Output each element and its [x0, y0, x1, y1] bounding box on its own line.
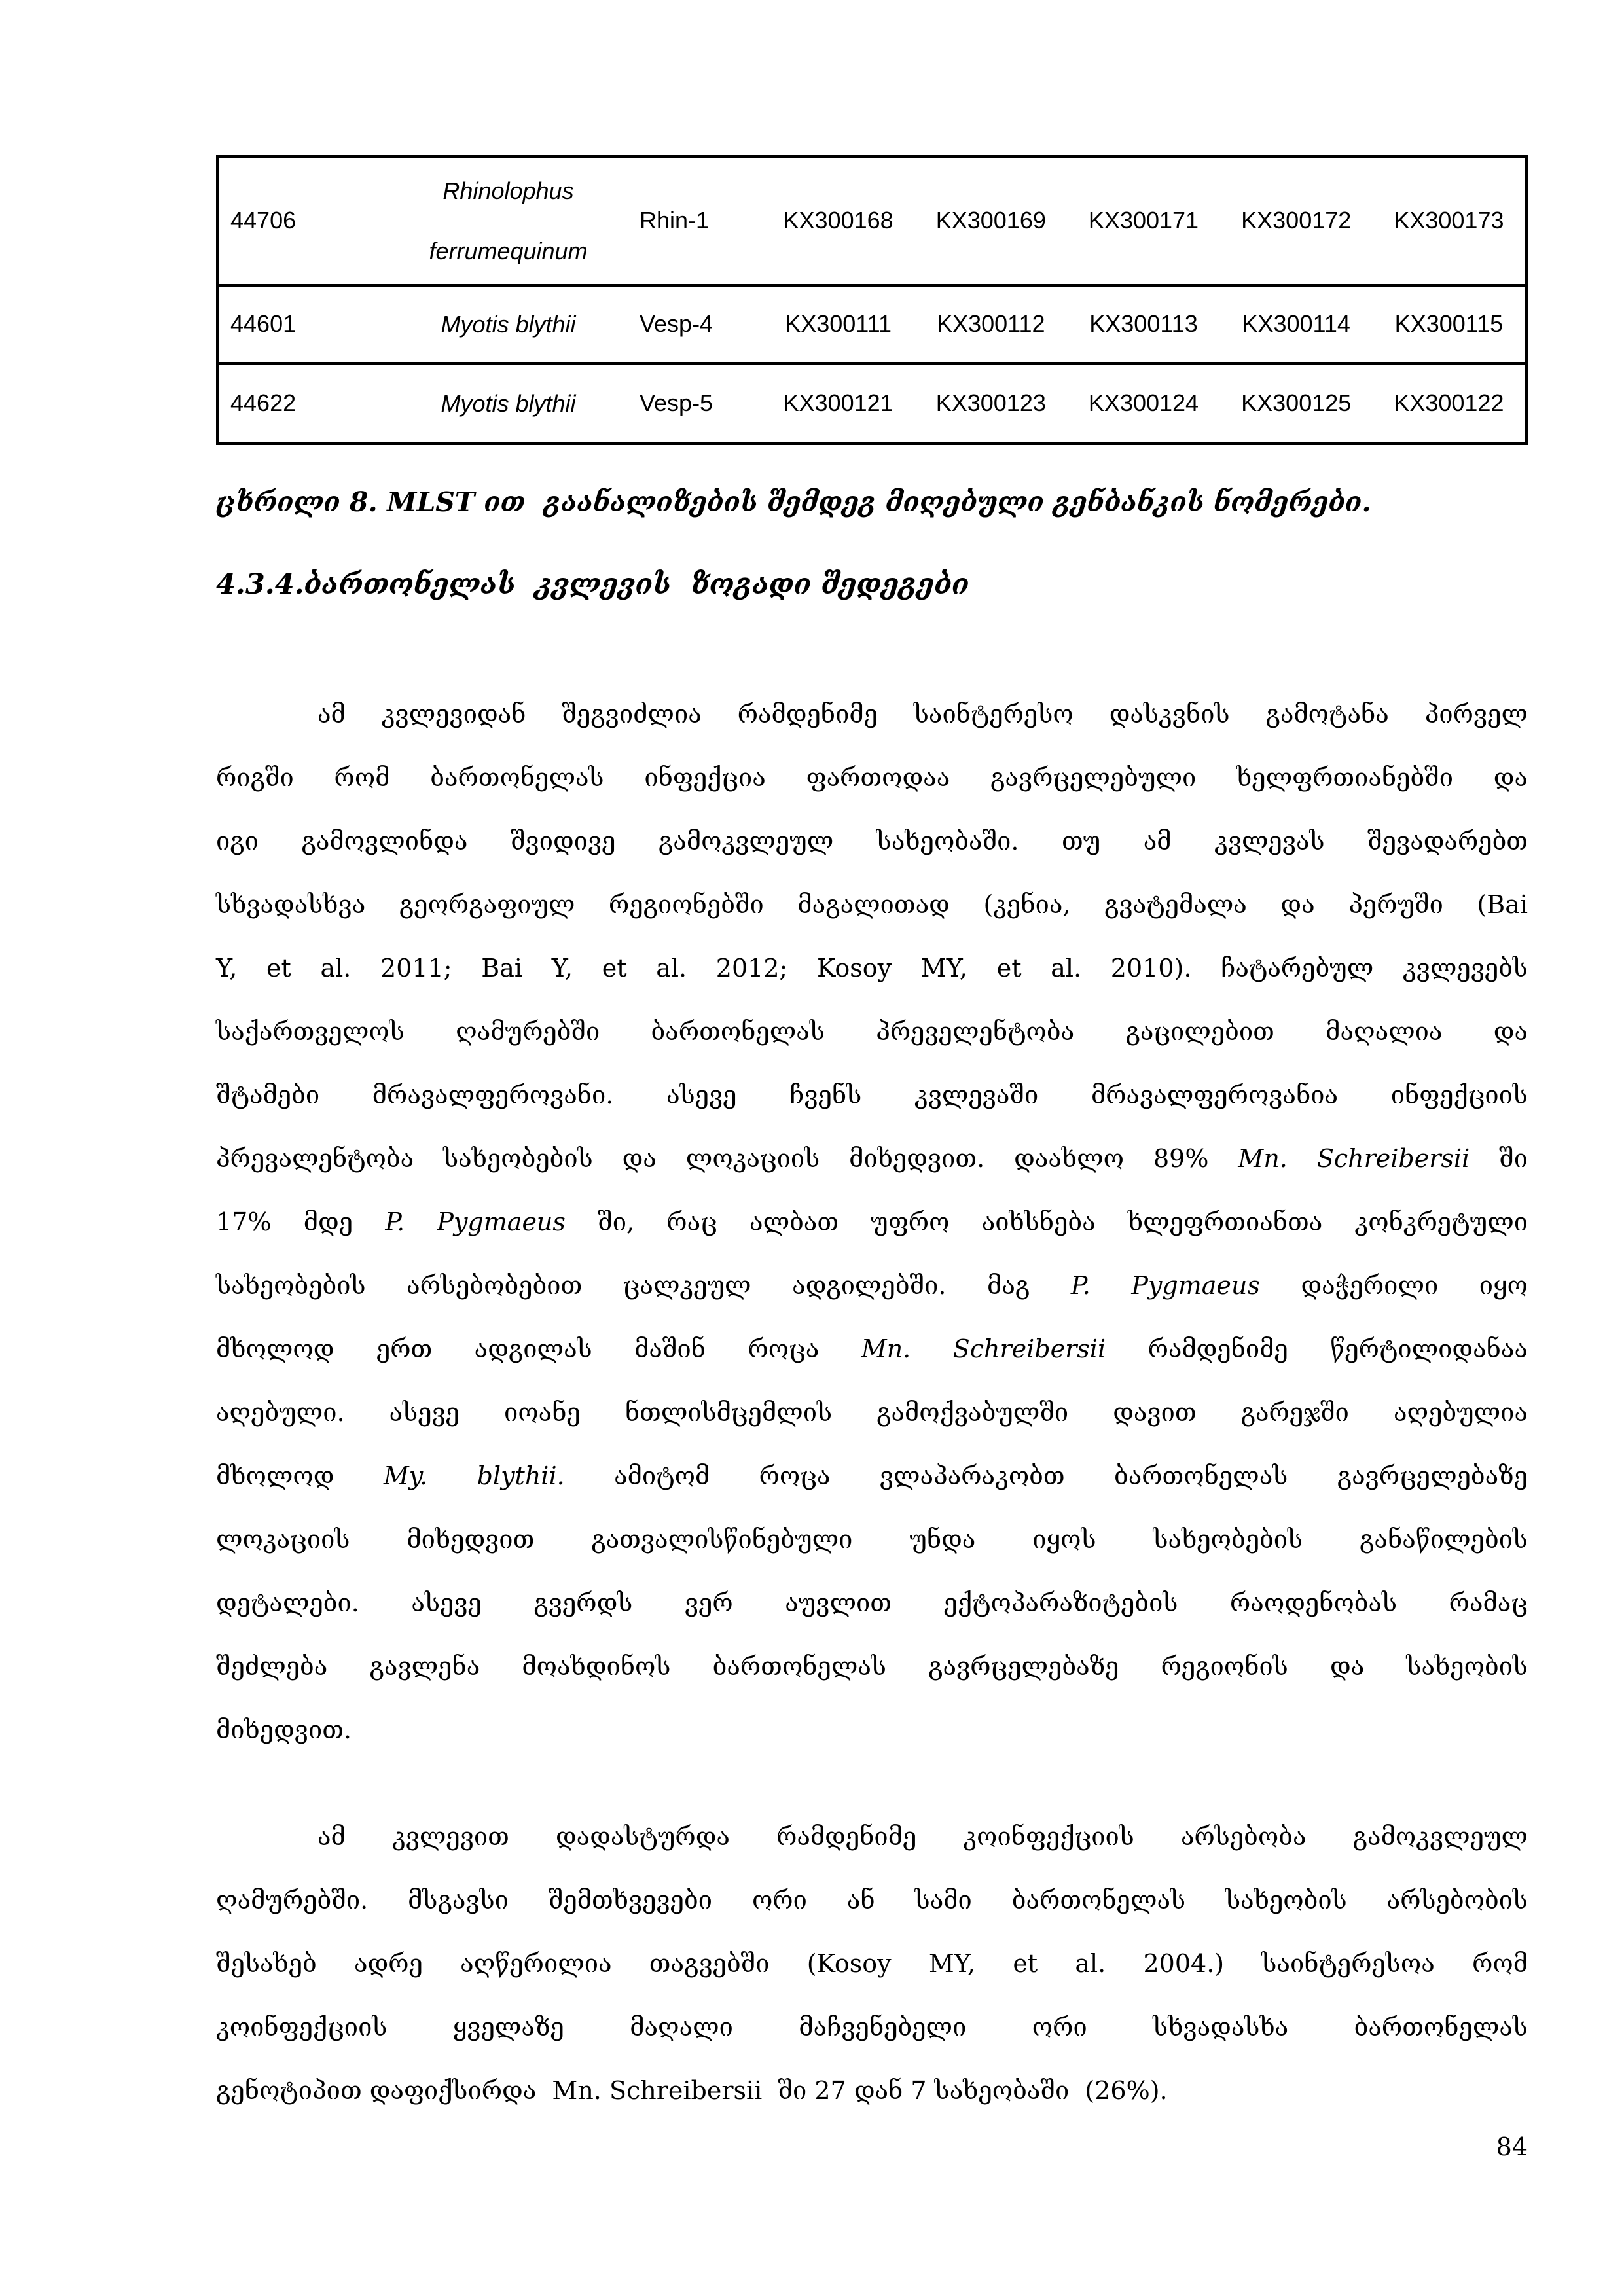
body-text-segment: Y, et al. 2011; Bai Y, et al. 2012; Kosoy MY, et al. 2010). ჩატარებულ კვლევებს: [216, 954, 1528, 982]
text-line: [216, 1318, 1528, 1381]
text-line: [216, 746, 1528, 810]
text-line: [216, 1064, 1528, 1127]
accession-number-cell: KX300112: [937, 310, 1045, 338]
body-text-segment: აღებული. ასევე იოანე ნთლისმცემლის გამოქვაბულში დავით გარეჯში აღებულია: [216, 1398, 1528, 1427]
body-text-segment: სახეობების არსებობებით ცალკეულ ადგილებში. მაგ: [216, 1271, 1071, 1300]
text-line: [216, 937, 1528, 1000]
accession-number-cell: KX300115: [1394, 310, 1504, 338]
text-line: [216, 1932, 1528, 1996]
species-name-cell: Rhinolophus ferrumequinum: [429, 177, 588, 264]
species-name-italic-text: My. blythii.: [383, 1462, 565, 1490]
body-text-segment: შეძლება გავლენა მოახდინოს ბართონელას გავრცელებაზე რეგიონის და სახეობის: [216, 1652, 1528, 1681]
accession-number-cell: KX300125: [1241, 389, 1352, 417]
text-line: [216, 2059, 1528, 2123]
body-text-segment: ღამურებში. მსგავსი შემთხვევები ორი ან სამი ბართონელას სახეობის არსებობის: [216, 1886, 1528, 1914]
body-text-segment: მხოლოდ ერთ ადგილას მაშინ როცა: [216, 1335, 861, 1363]
accession-number-cell: KX300123: [935, 389, 1046, 417]
accession-number-cell: KX300114: [1242, 310, 1350, 338]
body-text-segment: რამდენიმე წერტილიდანაა: [1106, 1335, 1528, 1363]
specimen-id-cell: 44622: [230, 389, 297, 417]
table-row: [219, 362, 1525, 442]
sample-name-cell: Vesp-5: [640, 389, 713, 417]
text-line: [216, 1508, 1528, 1571]
species-name-cell: Myotis blythii: [441, 389, 576, 417]
body-text-segment: რიგში რომ ბართონელას ინფექცია ფართოდაა გავრცელებული ხელფრთიანებში და: [216, 763, 1528, 792]
text-line: [216, 1805, 1528, 1869]
accession-number-cell: KX300169: [935, 207, 1046, 234]
body-text-segment: პრევალენტობა სახეობების და ლოკაციის მიხედვით. დაახლო 89%: [216, 1144, 1238, 1173]
species-name-italic-text: P. Pygmaeus: [1070, 1271, 1260, 1300]
page-number: 84: [1496, 2132, 1528, 2161]
body-text-segment: გენოტიპით დაფიქსირდა Mn. Schreibersii ში 27 დან 7 სახეობაში (26%).: [216, 2076, 1168, 2105]
accession-number-cell: KX300124: [1088, 389, 1199, 417]
body-text-segment: ში: [1470, 1144, 1528, 1173]
body-text-segment: იგი გამოვლინდა შვიდივე გამოკვლეულ სახეობაში. თუ ამ კვლევას შევადარებთ: [216, 827, 1528, 855]
species-name-italic-text: P. Pygmaeus: [385, 1208, 566, 1236]
table-caption: ცხრილი 8. MLST ით გაანალიზების შემდეგ მიღებული გენბანკის ნომერები.: [216, 486, 1371, 518]
text-line: [216, 1571, 1528, 1635]
body-text-segment: 17% მდე: [216, 1208, 386, 1236]
body-text-segment: ლოკაციის მიხედვით გათვალისწინებული უნდა იყოს სახეობების განაწილების: [216, 1525, 1528, 1554]
accession-number-cell: KX300122: [1394, 389, 1504, 417]
sample-name-cell: Vesp-4: [640, 310, 713, 338]
body-text-segment: დეტალები. ასევე გვერდს ვერ აუვლით ექტოპარაზიტების რაოდენობას რამაც: [216, 1588, 1528, 1617]
paragraph-1: [216, 683, 1528, 1762]
body-text-segment: სხვადასხვა გეორგაფიულ რეგიონებში მაგალითად (კენია, გვატემალა და პერუში (Bai: [216, 890, 1528, 919]
body-text-segment: დაჭერილი იყო: [1259, 1271, 1528, 1300]
paragraph-2: [216, 1805, 1528, 2123]
body-text-segment: ამ კვლევით დადასტურდა რამდენიმე კოინფექციის არსებობა გამოკვლეულ: [317, 1822, 1528, 1851]
accession-number-cell: KX300173: [1394, 207, 1504, 234]
text-line: [216, 1000, 1528, 1064]
document-page-content: [216, 0, 1528, 2163]
text-line: [216, 810, 1528, 873]
text-line: [216, 683, 1528, 746]
body-text-segment: მიხედვით.: [216, 1715, 352, 1744]
body-text-segment: მხოლოდ: [216, 1462, 384, 1490]
specimen-id-cell: 44601: [230, 310, 297, 338]
text-line: [216, 1254, 1528, 1318]
text-line: [216, 1698, 1528, 1762]
text-line: [216, 1996, 1528, 2059]
text-line: [216, 1444, 1528, 1508]
accession-number-cell: KX300121: [783, 389, 893, 417]
body-text-segment: შესახებ ადრე აღწერილია თაგვებში (Kosoy MY, et al. 2004.) საინტერესოა რომ: [216, 1949, 1528, 1978]
accession-number-cell: KX300111: [785, 310, 892, 338]
text-line: [216, 1127, 1528, 1191]
text-line: [216, 1869, 1528, 1932]
section-heading: 4.3.4.ბართონელას კვლევის ზოგადი შედეგები: [216, 568, 969, 601]
sample-name-cell: Rhin-1: [640, 207, 710, 234]
body-text-segment: ამ კვლევიდან შეგვიძლია რამდენიმე საინტერესო დასკვნის გამოტანა პირველ: [317, 700, 1528, 728]
body-text-segment: შტამები მრავალფეროვანი. ასევე ჩვენს კვლევაში მრავალფეროვანია ინფექციის: [216, 1081, 1528, 1109]
text-line: [216, 873, 1528, 937]
accession-number-cell: KX300171: [1088, 207, 1199, 234]
accession-number-cell: KX300113: [1089, 310, 1198, 338]
accession-number-cell: KX300168: [783, 207, 893, 234]
specimen-id-cell: 44706: [230, 207, 297, 234]
text-line: [216, 1635, 1528, 1698]
table-row: [219, 284, 1525, 362]
species-name-cell: Myotis blythii: [441, 310, 576, 338]
table-row: [219, 158, 1525, 284]
species-name-italic-text: Mn. Schreibersii: [861, 1335, 1106, 1363]
genbank-accession-table: [216, 155, 1528, 445]
body-text-segment: ში, რაც ალბათ უფრო აიხსნება ხლეფრთიანთა კონკრეტული: [565, 1208, 1528, 1236]
body-text-segment: საქართველოს ღამურებში ბართონელას პრეველენტობა გაცილებით მაღალია და: [216, 1017, 1528, 1046]
body-text-segment: ამიტომ როცა ვლაპარაკობთ ბართონელას გავრცელებაზე: [564, 1462, 1528, 1490]
text-line: [216, 1191, 1528, 1254]
accession-number-cell: KX300172: [1241, 207, 1352, 234]
species-name-italic-text: Mn. Schreibersii: [1238, 1144, 1470, 1173]
body-text-segment: კოინფექციის ყველაზე მაღალი მაჩვენებელი ორი სხვადასხა ბართონელას: [216, 2013, 1528, 2041]
text-line: [216, 1381, 1528, 1444]
